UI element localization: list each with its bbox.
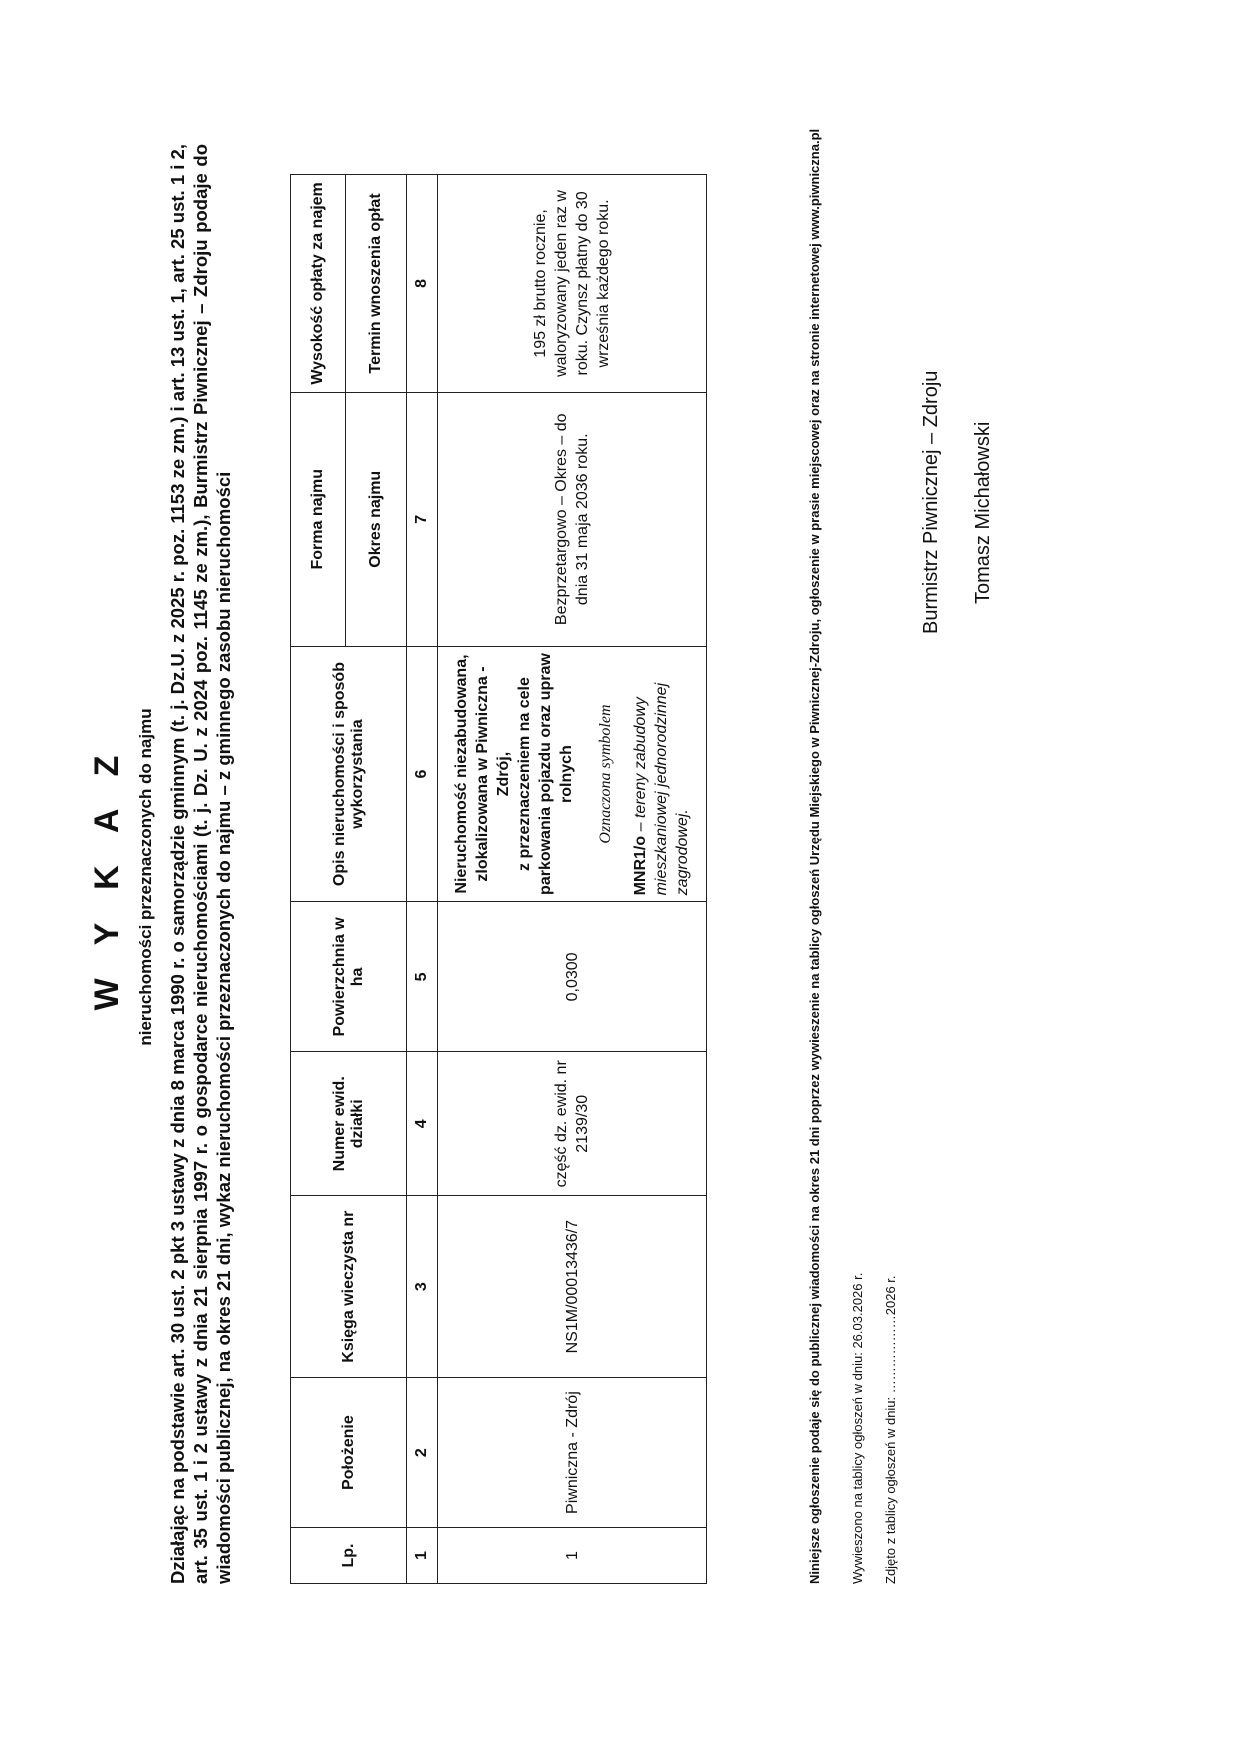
column-number: 5 — [407, 902, 438, 1052]
header-lp: Lp. — [291, 1528, 407, 1584]
cell-forma-okres: Bezprzetargowo – Okres – do dnia 31 maja 2036 roku. — [438, 392, 707, 646]
cell-ksiega: NS1M/00013436/7 — [438, 1196, 707, 1378]
opis-line-1: Nieruchomość niezabudowana, zlokalizowana w Piwniczna - Zdrój, — [453, 654, 512, 894]
notice-text: Niniejsze ogłoszenie podaje się do publicznej wiadomości na okres 21 dni poprzez wywieszenie na tablicy ogłoszeń Urzędu Miejskiego w Piwnicznej-Zdroju, ogłoszenie w prasie miejscowej oraz na stronie internetowej www.piwniczna.pl — [807, 128, 822, 1584]
header-okres: Okres najmu — [346, 392, 407, 646]
column-number: 1 — [407, 1528, 438, 1584]
cell-numer: część dz. ewid. nr 2139/30 — [438, 1052, 707, 1196]
cell-lp: 1 — [438, 1528, 707, 1584]
intro-paragraph: Działając na podstawie art. 30 ust. 2 pkt 3 ustawy z dnia 8 marca 1990 r. o samorządzie gminnym (t. j. Dz.U. z 2025 r. poz. 1153 ze zm.) i art. 13 ust. 1, art. 25 ust. 1 i 2, art. 35 ust. 1 i 2 ustawy z dnia 21 sierpnia 1997 r. o gospodarce nieruchomościami (t. j. Dz. U. z 2024 poz. 1145 ze zm.), Burmistrz Piwnicznej – Zdroju podaje do wiadomości publicznej, na okres 21 dni, wykaz nieruchomości przeznaczonych do najmu – z gminnego zasobu nieruchomości — [167, 144, 234, 1584]
opis-line-2: z przeznaczeniem na cele parkowania pojazdu oraz upraw rolnych — [516, 653, 575, 895]
opis-symbol-label: Oznaczona symbolem — [597, 704, 614, 844]
header-ksiega: Księga wieczysta nr — [291, 1196, 407, 1378]
column-number: 2 — [407, 1378, 438, 1528]
header-termin: Termin wnoszenia opłat — [346, 175, 407, 393]
header-powierzchnia: Powierzchnia w ha — [291, 902, 407, 1052]
opis-mnr-text: – tereny zabudowy mieszkaniowej jednorodzinnej zagrodowej. — [632, 682, 691, 896]
signature-office: Burmistrz Piwnicznej – Zdroju — [920, 370, 942, 634]
cell-powierzchnia: 0,0300 — [438, 902, 707, 1052]
property-table — [290, 174, 707, 1584]
header-forma: Forma najmu — [291, 392, 346, 646]
cell-polozenie: Piwniczna - Zdrój — [438, 1378, 707, 1528]
signature-name: Tomasz Michałowski — [972, 421, 994, 604]
posted-date: Wywieszono na tablicy ogłoszeń w dniu: 26.03.2026 r. — [850, 1272, 865, 1584]
cell-oplata: 195 zł brutto rocznie, waloryzowany jeden raz w roku. Czynsz płatny do 30 września każdego roku. — [438, 175, 707, 393]
header-polozenie: Położenie — [291, 1378, 407, 1528]
document-subtitle: nieruchomości przeznaczonych do najmu — [136, 708, 155, 1046]
removed-date: Zdjęto z tablicy ogłoszeń w dniu: ………………2026 r. — [883, 1275, 898, 1584]
header-opis: Opis nieruchomości i sposób wykorzystania — [291, 646, 407, 902]
header-numer: Numer ewid. działki — [291, 1052, 407, 1196]
header-wysokosc: Wysokość opłaty za najem — [291, 175, 346, 393]
column-number: 4 — [407, 1052, 438, 1196]
column-number: 7 — [407, 392, 438, 646]
column-number: 6 — [407, 646, 438, 902]
column-number: 8 — [407, 175, 438, 393]
opis-mnr — [630, 653, 693, 896]
cell-opis — [438, 646, 707, 902]
table-row — [438, 175, 707, 1584]
opis-mnr-code: MNR1/o — [632, 835, 649, 896]
column-number: 3 — [407, 1196, 438, 1378]
column-number-row — [407, 175, 438, 1584]
document-title: W Y K A Z — [88, 743, 126, 1011]
